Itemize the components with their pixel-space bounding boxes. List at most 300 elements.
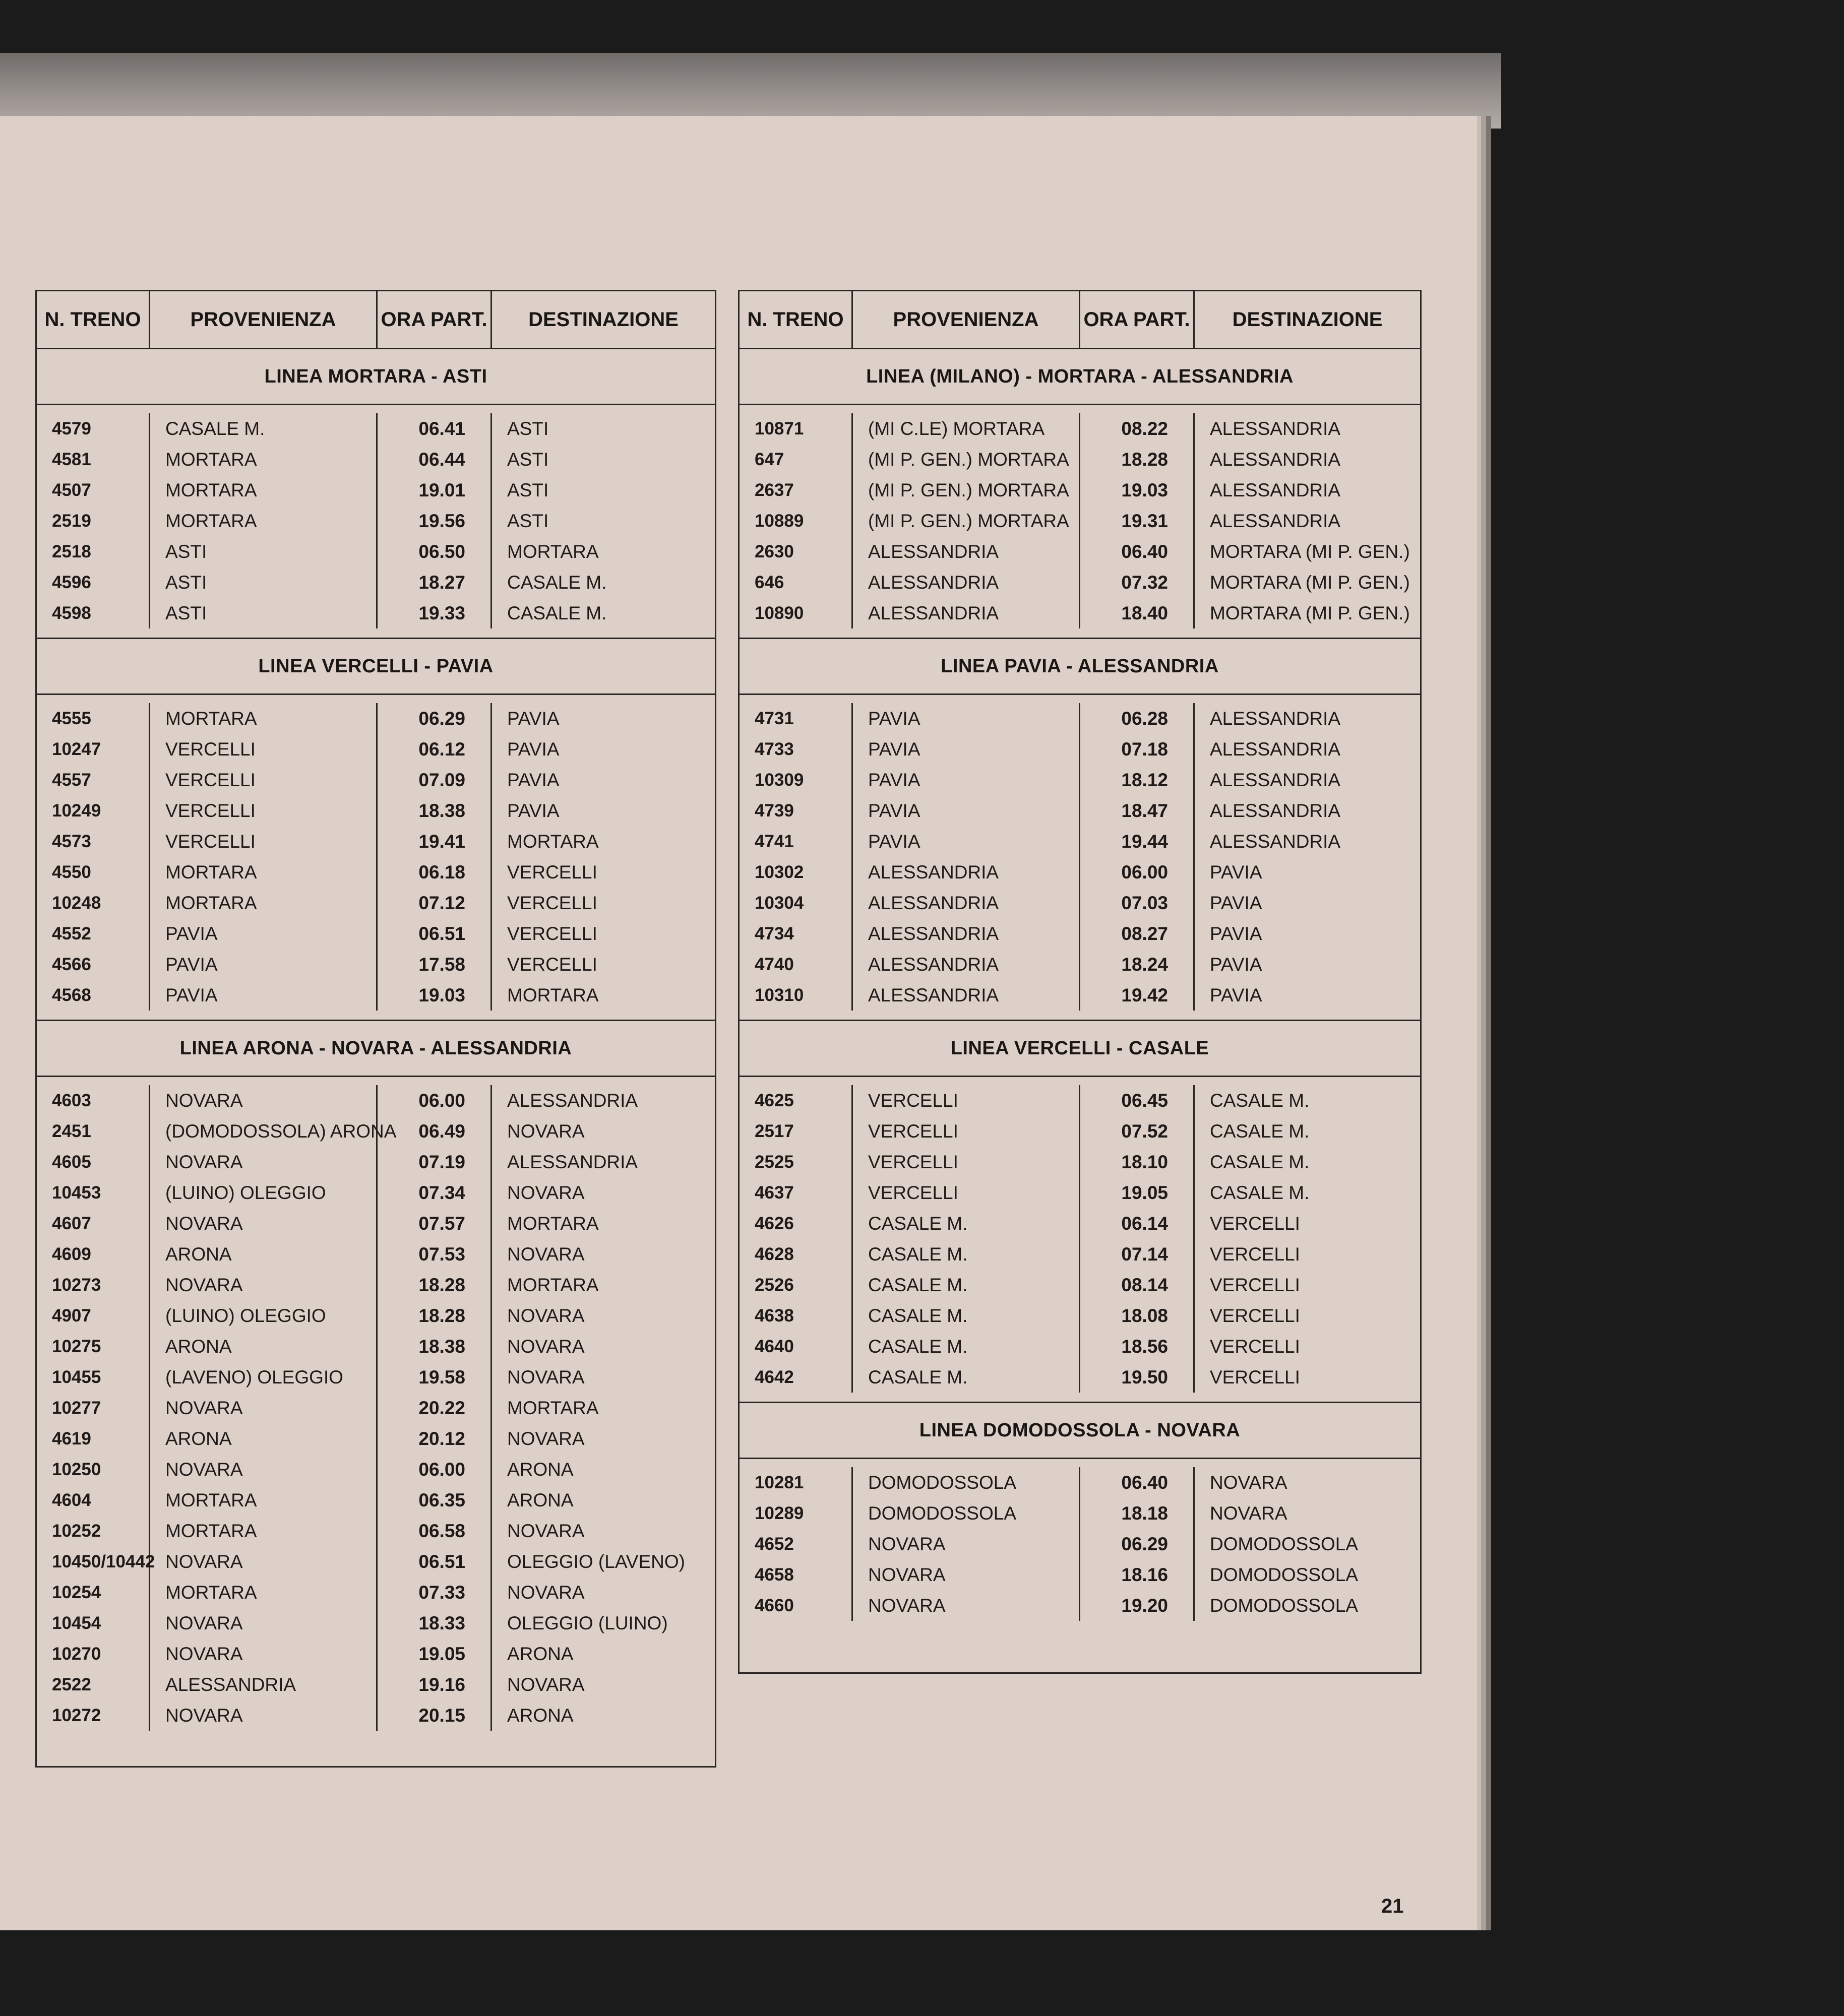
train-number: 4640 bbox=[755, 1336, 794, 1356]
departure-time-column bbox=[1080, 703, 1195, 1011]
destination: VERCELLI bbox=[507, 923, 597, 944]
origin: (MI P. GEN.) MORTARA bbox=[868, 479, 1069, 500]
departure-time: 06.00 bbox=[418, 1459, 465, 1480]
departure-time: 19.33 bbox=[418, 602, 465, 623]
destination: VERCELLI bbox=[507, 861, 597, 883]
origin: ARONA bbox=[165, 1336, 232, 1357]
destination: ASTI bbox=[507, 479, 549, 500]
train-number: 4557 bbox=[52, 770, 91, 790]
train-number: 10248 bbox=[52, 893, 101, 913]
origin: DOMODOSSOLA bbox=[868, 1502, 1016, 1524]
destination: VERCELLI bbox=[507, 954, 597, 975]
header-destinazione: DESTINAZIONE bbox=[1232, 308, 1383, 331]
departure-time: 07.03 bbox=[1121, 892, 1168, 913]
departure-time: 06.58 bbox=[418, 1520, 465, 1541]
origin: ALESSANDRIA bbox=[868, 541, 999, 562]
origin: MORTARA bbox=[165, 1520, 257, 1541]
train-number: 4907 bbox=[52, 1305, 91, 1326]
departure-time: 06.40 bbox=[1121, 541, 1168, 562]
origin: CASALE M. bbox=[868, 1366, 968, 1388]
departure-time: 19.50 bbox=[1121, 1366, 1168, 1388]
departure-time: 18.47 bbox=[1121, 800, 1168, 821]
destination: PAVIA bbox=[1210, 954, 1262, 975]
train-number: 4573 bbox=[52, 831, 91, 851]
origin: (MI C.LE) MORTARA bbox=[868, 418, 1045, 439]
train-number: 4609 bbox=[52, 1244, 91, 1264]
departure-time: 19.20 bbox=[1121, 1595, 1168, 1616]
train-number: 10281 bbox=[755, 1472, 804, 1492]
origin: (MI P. GEN.) MORTARA bbox=[868, 449, 1069, 470]
line-schedule bbox=[740, 1459, 1420, 1630]
destination: NOVARA bbox=[507, 1305, 585, 1326]
train-number: 10273 bbox=[52, 1275, 101, 1295]
origin: ALESSANDRIA bbox=[868, 602, 999, 623]
train-number: 4658 bbox=[755, 1564, 794, 1585]
line-title: LINEA VERCELLI - PAVIA bbox=[37, 639, 715, 695]
train-number: 4638 bbox=[755, 1305, 794, 1326]
origin: ALESSANDRIA bbox=[868, 923, 999, 944]
origin: MORTARA bbox=[165, 479, 257, 500]
train-number: 4652 bbox=[755, 1534, 794, 1554]
departure-time: 18.33 bbox=[418, 1612, 465, 1633]
train-number: 4579 bbox=[52, 418, 91, 438]
train-number: 10250 bbox=[52, 1459, 101, 1479]
departure-time-column bbox=[378, 1085, 492, 1731]
train-number: 2518 bbox=[52, 541, 91, 561]
destination: NOVARA bbox=[507, 1366, 585, 1388]
train-number: 2637 bbox=[755, 480, 794, 500]
train-number: 4739 bbox=[755, 800, 794, 821]
destination: ALESSANDRIA bbox=[1210, 738, 1341, 760]
departure-time: 19.42 bbox=[1121, 984, 1168, 1005]
departure-time: 19.16 bbox=[418, 1674, 465, 1695]
origin: ASTI bbox=[165, 602, 207, 623]
train-number-column bbox=[740, 1467, 853, 1621]
train-number: 10275 bbox=[52, 1336, 101, 1356]
train-number: 4555 bbox=[52, 708, 91, 728]
origin: MORTARA bbox=[165, 861, 257, 883]
line-schedule bbox=[37, 1077, 715, 1740]
header-provenienza: PROVENIENZA bbox=[853, 291, 1080, 348]
origin: CASALE M. bbox=[868, 1336, 968, 1357]
origin: VERCELLI bbox=[165, 800, 256, 821]
origin: PAVIA bbox=[868, 708, 920, 729]
destination: ALESSANDRIA bbox=[1210, 449, 1341, 470]
origin: (LUINO) OLEGGIO bbox=[165, 1182, 326, 1203]
departure-time: 08.27 bbox=[1121, 923, 1168, 944]
destination: ASTI bbox=[507, 449, 549, 470]
train-number: 10252 bbox=[52, 1521, 101, 1541]
destination: VERCELLI bbox=[1210, 1305, 1300, 1326]
departure-time-column bbox=[378, 703, 492, 1011]
train-number: 2519 bbox=[52, 511, 91, 531]
train-number: 10304 bbox=[755, 893, 804, 913]
train-number: 4734 bbox=[755, 923, 794, 943]
origin-column bbox=[853, 1467, 1080, 1621]
destination: PAVIA bbox=[1210, 861, 1262, 883]
departure-time: 18.08 bbox=[1121, 1305, 1168, 1326]
train-number: 10249 bbox=[52, 800, 101, 821]
train-number: 2526 bbox=[755, 1275, 794, 1295]
origin: PAVIA bbox=[868, 738, 920, 760]
departure-time: 06.51 bbox=[418, 1551, 465, 1572]
destination: NOVARA bbox=[1210, 1502, 1287, 1524]
destination-column bbox=[492, 1085, 715, 1731]
train-number: 4581 bbox=[52, 449, 91, 469]
destination: VERCELLI bbox=[1210, 1213, 1300, 1234]
departure-time: 19.44 bbox=[1121, 831, 1168, 852]
destination-column bbox=[492, 413, 715, 628]
origin-column bbox=[853, 413, 1080, 628]
origin: NOVARA bbox=[165, 1090, 243, 1111]
destination: VERCELLI bbox=[507, 892, 597, 913]
destination: DOMODOSSOLA bbox=[1210, 1533, 1358, 1554]
destination: NOVARA bbox=[507, 1582, 585, 1603]
departure-time: 19.58 bbox=[418, 1366, 465, 1388]
train-number: 10889 bbox=[755, 511, 804, 531]
departure-time: 18.10 bbox=[1121, 1151, 1168, 1172]
destination: PAVIA bbox=[507, 800, 560, 821]
origin: MORTARA bbox=[165, 1489, 257, 1510]
departure-time: 18.24 bbox=[1121, 954, 1168, 975]
train-number: 4607 bbox=[52, 1213, 91, 1233]
departure-time: 20.12 bbox=[418, 1428, 465, 1449]
departure-time: 07.18 bbox=[1121, 738, 1168, 760]
destination: ALESSANDRIA bbox=[1210, 418, 1341, 439]
origin: VERCELLI bbox=[868, 1151, 958, 1172]
departure-time-column bbox=[1080, 1085, 1195, 1393]
line-title: LINEA DOMODOSSOLA - NOVARA bbox=[740, 1403, 1420, 1459]
destination: PAVIA bbox=[507, 769, 560, 790]
destination: ARONA bbox=[507, 1705, 574, 1726]
origin: CASALE M. bbox=[868, 1213, 968, 1234]
origin: CASALE M. bbox=[868, 1305, 968, 1326]
destination: VERCELLI bbox=[1210, 1274, 1300, 1295]
origin: ASTI bbox=[165, 541, 207, 562]
departure-time: 06.40 bbox=[1121, 1472, 1168, 1493]
departure-time-column bbox=[378, 413, 492, 628]
departure-time: 06.51 bbox=[418, 923, 465, 944]
departure-time: 19.41 bbox=[418, 831, 465, 852]
train-number: 10302 bbox=[755, 862, 804, 882]
departure-time: 06.41 bbox=[418, 418, 465, 439]
destination: OLEGGIO (LUINO) bbox=[507, 1612, 668, 1633]
departure-time: 18.28 bbox=[1121, 449, 1168, 470]
train-number-column bbox=[37, 1085, 155, 1731]
departure-time: 06.12 bbox=[418, 738, 465, 760]
departure-time: 07.52 bbox=[1121, 1120, 1168, 1142]
line-title: LINEA MORTARA - ASTI bbox=[37, 349, 715, 405]
train-number: 4566 bbox=[52, 954, 91, 974]
train-number: 10247 bbox=[52, 739, 101, 759]
train-number: 4550 bbox=[52, 862, 91, 882]
train-number: 4733 bbox=[755, 739, 794, 759]
origin: NOVARA bbox=[165, 1551, 243, 1572]
train-number: 4507 bbox=[52, 480, 91, 500]
origin: MORTARA bbox=[165, 449, 257, 470]
origin: MORTARA bbox=[165, 1582, 257, 1603]
train-number: 10453 bbox=[52, 1182, 101, 1203]
origin-column bbox=[150, 703, 378, 1011]
table-header bbox=[740, 291, 1420, 349]
origin: NOVARA bbox=[868, 1595, 946, 1616]
departure-time: 18.12 bbox=[1121, 769, 1168, 790]
origin: VERCELLI bbox=[165, 769, 256, 790]
destination: CASALE M. bbox=[1210, 1120, 1310, 1142]
departure-time: 07.57 bbox=[418, 1213, 465, 1234]
origin: NOVARA bbox=[165, 1213, 243, 1234]
origin: VERCELLI bbox=[868, 1182, 958, 1203]
origin: ALESSANDRIA bbox=[868, 572, 999, 593]
table-header bbox=[37, 291, 715, 349]
origin: VERCELLI bbox=[868, 1120, 958, 1142]
origin: PAVIA bbox=[868, 800, 920, 821]
destination: NOVARA bbox=[1210, 1472, 1287, 1493]
destination: CASALE M. bbox=[1210, 1090, 1310, 1111]
departure-time: 07.09 bbox=[418, 769, 465, 790]
train-number: 4626 bbox=[755, 1213, 794, 1233]
destination: MORTARA bbox=[507, 984, 599, 1005]
line-title: LINEA ARONA - NOVARA - ALESSANDRIA bbox=[37, 1021, 715, 1077]
train-number: 10289 bbox=[755, 1503, 804, 1523]
origin: VERCELLI bbox=[868, 1090, 958, 1111]
origin: (DOMODOSSOLA) ARONA bbox=[165, 1120, 397, 1142]
origin: PAVIA bbox=[868, 831, 920, 852]
destination: NOVARA bbox=[507, 1182, 585, 1203]
departure-time: 06.18 bbox=[418, 861, 465, 883]
header-treno: N. TRENO bbox=[740, 291, 853, 348]
departure-time: 06.29 bbox=[418, 708, 465, 729]
destination-column bbox=[1195, 1467, 1420, 1621]
train-number: 2630 bbox=[755, 541, 794, 561]
destination: ALESSANDRIA bbox=[507, 1090, 638, 1111]
train-number: 647 bbox=[755, 449, 784, 469]
train-number: 4660 bbox=[755, 1595, 794, 1615]
destination: MORTARA bbox=[507, 541, 599, 562]
origin: ALESSANDRIA bbox=[868, 892, 999, 913]
departure-time-column bbox=[1080, 413, 1195, 628]
destination: NOVARA bbox=[507, 1674, 585, 1695]
departure-time: 06.28 bbox=[1121, 708, 1168, 729]
origin: CASALE M. bbox=[868, 1274, 968, 1295]
train-number: 4740 bbox=[755, 954, 794, 974]
destination: ARONA bbox=[507, 1643, 574, 1664]
origin: (MI P. GEN.) MORTARA bbox=[868, 510, 1069, 531]
destination: MORTARA bbox=[507, 1274, 599, 1295]
origin: NOVARA bbox=[165, 1397, 243, 1418]
destination: ASTI bbox=[507, 418, 549, 439]
destination-column bbox=[1195, 1085, 1420, 1393]
origin: MORTARA bbox=[165, 892, 257, 913]
origin: PAVIA bbox=[868, 769, 920, 790]
train-number: 4642 bbox=[755, 1367, 794, 1387]
train-number: 4625 bbox=[755, 1090, 794, 1110]
destination: CASALE M. bbox=[507, 602, 607, 623]
train-number: 10309 bbox=[755, 770, 804, 790]
train-number: 2517 bbox=[755, 1121, 794, 1141]
departure-time: 18.38 bbox=[418, 1336, 465, 1357]
train-number: 10890 bbox=[755, 603, 804, 623]
train-number: 10450/10442 bbox=[52, 1551, 155, 1571]
departure-time: 06.00 bbox=[1121, 861, 1168, 883]
origin: MORTARA bbox=[165, 510, 257, 531]
timetable-page bbox=[0, 116, 1477, 1930]
page-number: 21 bbox=[1381, 1895, 1404, 1917]
departure-time: 19.05 bbox=[1121, 1182, 1168, 1203]
departure-time: 18.27 bbox=[418, 572, 465, 593]
train-number: 4604 bbox=[52, 1490, 91, 1510]
origin: NOVARA bbox=[868, 1533, 946, 1554]
departure-time: 18.28 bbox=[418, 1274, 465, 1295]
destination: MORTARA bbox=[507, 1213, 599, 1234]
origin: CASALE M. bbox=[868, 1243, 968, 1265]
origin: NOVARA bbox=[165, 1643, 243, 1664]
departure-time: 06.50 bbox=[418, 541, 465, 562]
departure-time: 19.31 bbox=[1121, 510, 1168, 531]
departure-time: 19.05 bbox=[418, 1643, 465, 1664]
departure-time-column bbox=[1080, 1467, 1195, 1621]
destination: MORTARA (MI P. GEN.) bbox=[1210, 602, 1410, 623]
line-title: LINEA (MILANO) - MORTARA - ALESSANDRIA bbox=[740, 349, 1420, 405]
train-number: 4605 bbox=[52, 1152, 91, 1172]
departure-time: 07.33 bbox=[418, 1582, 465, 1603]
line-schedule bbox=[740, 695, 1420, 1021]
origin: DOMODOSSOLA bbox=[868, 1472, 1016, 1493]
train-number-column bbox=[740, 413, 853, 628]
destination: MORTARA bbox=[507, 1397, 599, 1418]
destination: DOMODOSSOLA bbox=[1210, 1595, 1358, 1616]
departure-time: 06.14 bbox=[1121, 1213, 1168, 1234]
departure-time: 18.18 bbox=[1121, 1502, 1168, 1524]
departure-time: 20.15 bbox=[418, 1705, 465, 1726]
train-number: 10254 bbox=[52, 1582, 101, 1602]
train-number: 646 bbox=[755, 572, 784, 592]
left-timetable bbox=[35, 290, 716, 1768]
train-number: 4628 bbox=[755, 1244, 794, 1264]
train-number: 4603 bbox=[52, 1090, 91, 1110]
origin: PAVIA bbox=[165, 954, 218, 975]
header-treno: N. TRENO bbox=[37, 291, 150, 348]
train-number: 10277 bbox=[52, 1398, 101, 1418]
train-number-column bbox=[740, 1085, 853, 1393]
destination: PAVIA bbox=[507, 708, 560, 729]
origin: ALESSANDRIA bbox=[868, 984, 999, 1005]
line-title: LINEA VERCELLI - CASALE bbox=[740, 1021, 1420, 1077]
destination: NOVARA bbox=[507, 1336, 585, 1357]
departure-time: 06.45 bbox=[1121, 1090, 1168, 1111]
departure-time: 06.49 bbox=[418, 1120, 465, 1142]
destination: VERCELLI bbox=[1210, 1243, 1300, 1265]
destination: DOMODOSSOLA bbox=[1210, 1564, 1358, 1585]
destination-column bbox=[1195, 703, 1420, 1011]
origin: ALESSANDRIA bbox=[868, 861, 999, 883]
departure-time: 07.12 bbox=[418, 892, 465, 913]
line-title: LINEA PAVIA - ALESSANDRIA bbox=[740, 639, 1420, 695]
origin: NOVARA bbox=[165, 1274, 243, 1295]
origin: ALESSANDRIA bbox=[165, 1674, 296, 1695]
destination: MORTARA (MI P. GEN.) bbox=[1210, 541, 1410, 562]
destination: PAVIA bbox=[1210, 892, 1262, 913]
header-provenienza: PROVENIENZA bbox=[150, 291, 378, 348]
train-number: 10310 bbox=[755, 985, 804, 1005]
destination: MORTARA (MI P. GEN.) bbox=[1210, 572, 1410, 593]
train-number: 4596 bbox=[52, 572, 91, 592]
departure-time: 18.38 bbox=[418, 800, 465, 821]
departure-time: 18.28 bbox=[418, 1305, 465, 1326]
origin: PAVIA bbox=[165, 984, 218, 1005]
train-number: 4552 bbox=[52, 923, 91, 943]
origin: MORTARA bbox=[165, 708, 257, 729]
departure-time: 19.03 bbox=[418, 984, 465, 1005]
origin: NOVARA bbox=[165, 1612, 243, 1633]
departure-time: 18.56 bbox=[1121, 1336, 1168, 1357]
origin: VERCELLI bbox=[165, 738, 256, 760]
destination: NOVARA bbox=[507, 1428, 585, 1449]
train-number: 2525 bbox=[755, 1152, 794, 1172]
origin-column bbox=[853, 1085, 1080, 1393]
destination: ALESSANDRIA bbox=[507, 1151, 638, 1172]
train-number: 2522 bbox=[52, 1674, 91, 1694]
train-number: 2451 bbox=[52, 1121, 91, 1141]
header-ora: ORA PART. bbox=[1080, 291, 1195, 348]
destination: NOVARA bbox=[507, 1120, 585, 1142]
header-ora: ORA PART. bbox=[378, 291, 492, 348]
origin-column bbox=[150, 413, 378, 628]
departure-time: 18.16 bbox=[1121, 1564, 1168, 1585]
train-number: 10455 bbox=[52, 1367, 101, 1387]
origin-column bbox=[853, 703, 1080, 1011]
departure-time: 06.44 bbox=[418, 449, 465, 470]
origin: NOVARA bbox=[165, 1459, 243, 1480]
destination-column bbox=[492, 703, 715, 1011]
destination: ARONA bbox=[507, 1459, 574, 1480]
destination: CASALE M. bbox=[1210, 1151, 1310, 1172]
train-number-column bbox=[37, 703, 150, 1011]
departure-time: 20.22 bbox=[418, 1397, 465, 1418]
origin: PAVIA bbox=[165, 923, 218, 944]
line-schedule bbox=[740, 405, 1420, 639]
origin-column bbox=[150, 1085, 397, 1731]
train-number-column bbox=[37, 413, 150, 628]
line-schedule bbox=[37, 405, 715, 639]
destination: CASALE M. bbox=[507, 572, 607, 593]
destination: ALESSANDRIA bbox=[1210, 769, 1341, 790]
destination: VERCELLI bbox=[1210, 1366, 1300, 1388]
right-timetable bbox=[738, 290, 1422, 1674]
departure-time: 07.19 bbox=[418, 1151, 465, 1172]
destination: ALESSANDRIA bbox=[1210, 800, 1341, 821]
departure-time: 06.35 bbox=[418, 1489, 465, 1510]
origin: VERCELLI bbox=[165, 831, 256, 852]
origin: (LAVENO) OLEGGIO bbox=[165, 1366, 343, 1388]
destination: MORTARA bbox=[507, 831, 599, 852]
origin: NOVARA bbox=[165, 1151, 243, 1172]
departure-time: 19.01 bbox=[418, 479, 465, 500]
destination: OLEGGIO (LAVENO) bbox=[507, 1551, 685, 1572]
departure-time: 06.00 bbox=[418, 1090, 465, 1111]
line-schedule bbox=[37, 695, 715, 1021]
destination: NOVARA bbox=[507, 1520, 585, 1541]
destination: ARONA bbox=[507, 1489, 574, 1510]
destination: ALESSANDRIA bbox=[1210, 831, 1341, 852]
train-number: 4741 bbox=[755, 831, 794, 851]
train-number-column bbox=[740, 703, 853, 1011]
train-number: 10871 bbox=[755, 418, 804, 438]
origin: CASALE M. bbox=[165, 418, 265, 439]
departure-time: 18.40 bbox=[1121, 602, 1168, 623]
origin: ALESSANDRIA bbox=[868, 954, 999, 975]
train-number: 4637 bbox=[755, 1182, 794, 1203]
